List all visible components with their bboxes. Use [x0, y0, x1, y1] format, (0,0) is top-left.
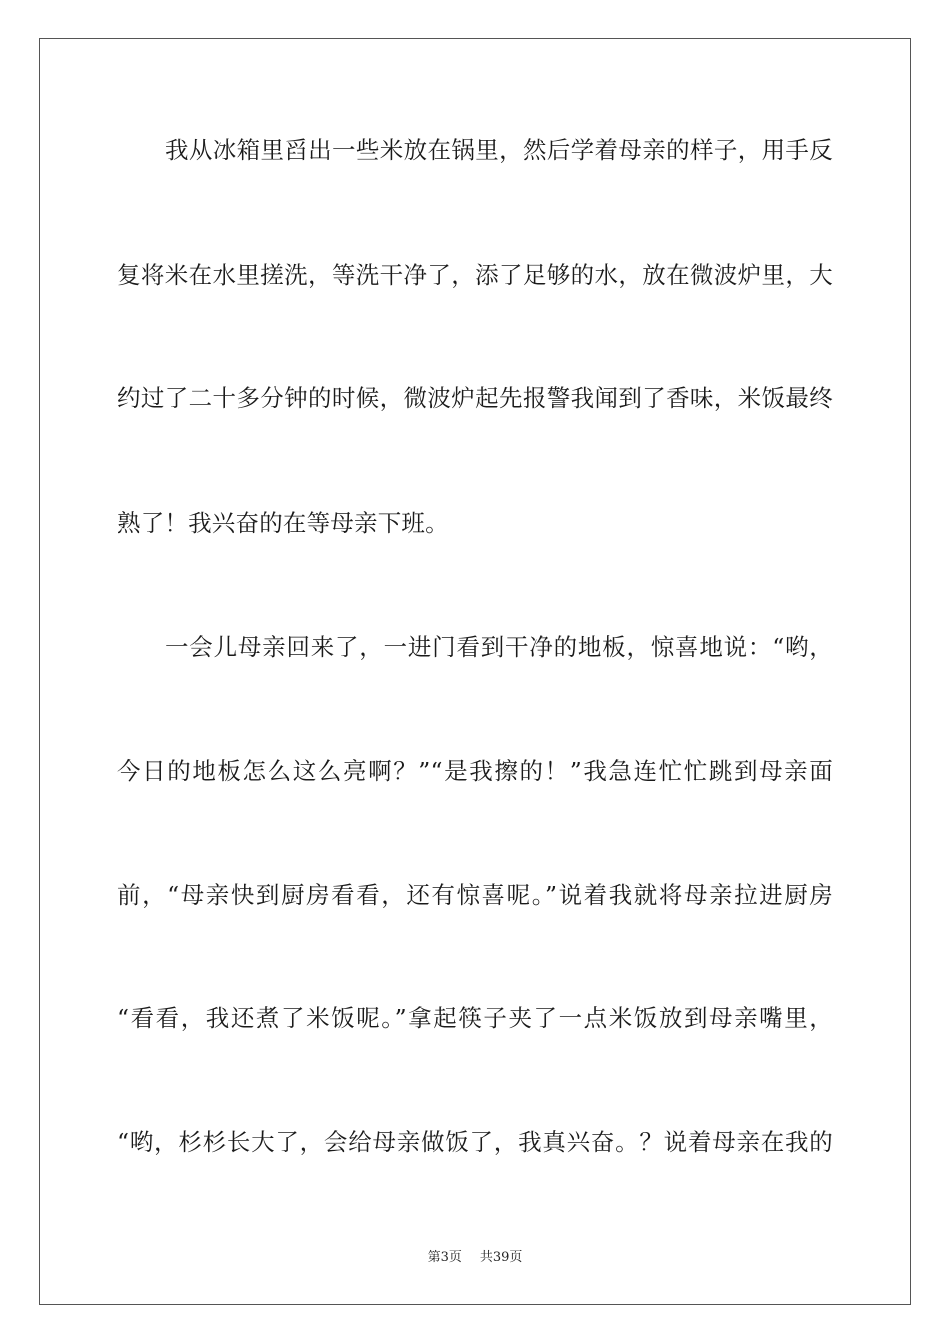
paragraph-line: “哟，杉杉长大了，会给母亲做饭了，我真兴奋。？说着母亲在我的	[117, 1128, 833, 1156]
paragraph-line: 我从冰箱里舀出一些米放在锅里，然后学着母亲的样子，用手反	[165, 136, 833, 164]
paragraph-line: 熟了！我兴奋的在等母亲下班。	[117, 509, 449, 537]
page-border	[39, 38, 911, 1305]
paragraph-line: 复将米在水里搓洗，等洗干净了，添了足够的水，放在微波炉里，大	[117, 261, 833, 289]
paragraph-line: 约过了二十多分钟的时候，微波炉起先报警我闻到了香味，米饭最终	[117, 384, 833, 412]
paragraph-line: 前，“母亲快到厨房看看，还有惊喜呢。”说着我就将母亲拉进厨房	[117, 881, 833, 909]
total-pages: 共39页	[479, 1250, 523, 1265]
page-number: 第3页	[427, 1250, 462, 1265]
page-footer	[0, 1246, 950, 1265]
paragraph-line: 一会儿母亲回来了，一进门看到干净的地板，惊喜地说：“哟，	[165, 633, 833, 661]
paragraph-line: 今日的地板怎么这么亮啊？”“是我擦的！”我急连忙忙跳到母亲面	[117, 757, 833, 785]
paragraph-line: “看看，我还煮了米饭呢。”拿起筷子夹了一点米饭放到母亲嘴里，	[117, 1004, 833, 1032]
